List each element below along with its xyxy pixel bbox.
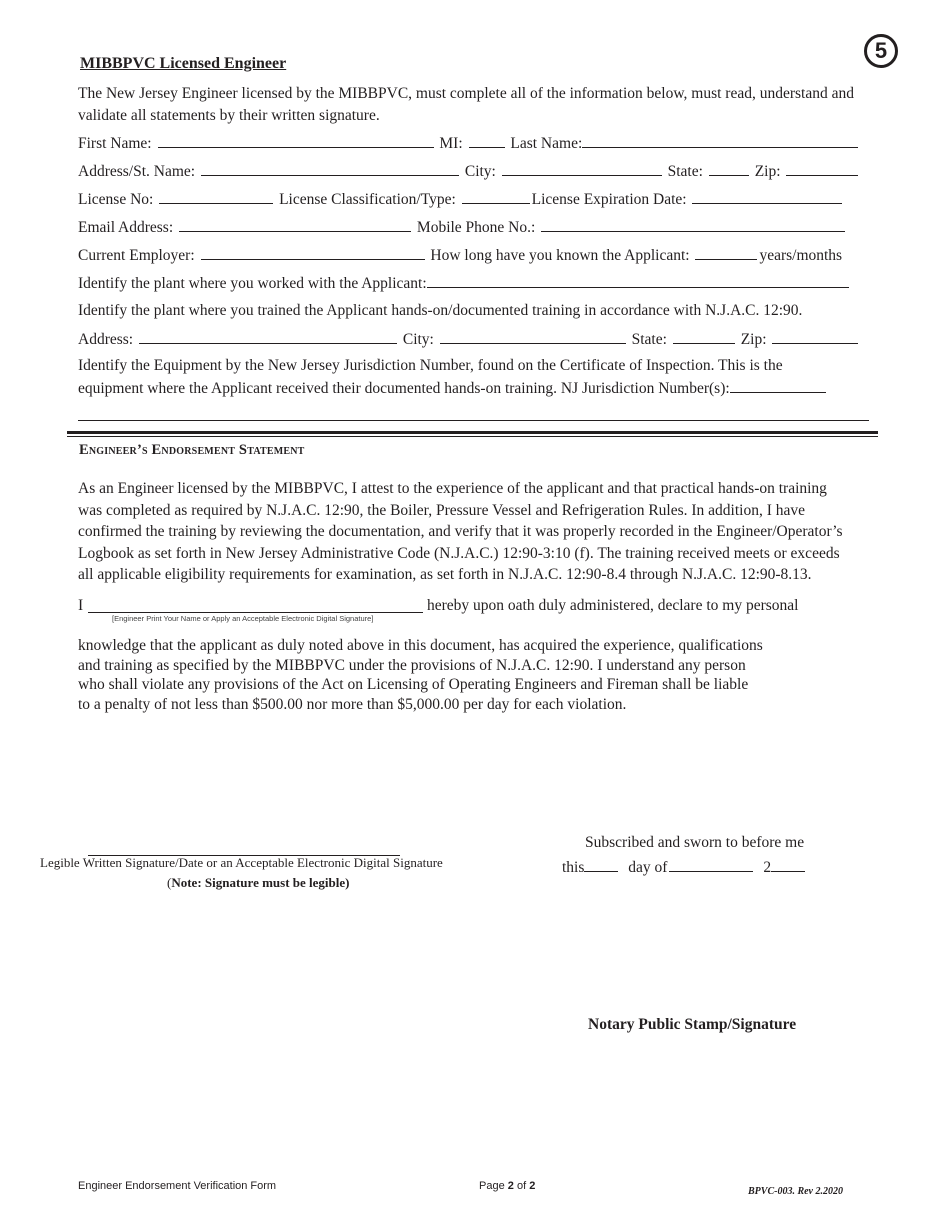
row-plant-address <box>78 329 860 350</box>
row-contact <box>78 217 847 238</box>
footer-form-name: Engineer Endorsement Verification Form <box>78 1180 277 1192</box>
mi-field[interactable] <box>469 133 505 148</box>
plant-city-label: City: <box>402 331 434 348</box>
knowledge-line: to a penalty of not less than $500.00 nor more than $5,000.00 per day for each violation. <box>78 696 627 714</box>
row-address <box>78 161 860 182</box>
jurisdiction-number-field[interactable] <box>730 378 826 393</box>
how-long-label: How long have you known the Applicant: <box>430 247 690 264</box>
signature-note-paren: ( <box>167 875 172 890</box>
license-no-label: License No: <box>78 191 154 208</box>
equipment-line-2: equipment where the Applicant received their documented hands-on training. NJ Jurisdiction Number(s): <box>78 380 730 397</box>
endorsement-line: As an Engineer licensed by the MIBBPVC, I attest to the experience of the applicant and that practical hands-on training <box>78 480 827 497</box>
how-long-field[interactable] <box>695 245 757 260</box>
plant-zip-field[interactable] <box>772 329 858 344</box>
blank-entry-line[interactable] <box>78 420 869 421</box>
employer-field[interactable] <box>201 245 425 260</box>
plant-address-label: Address: <box>78 331 134 348</box>
license-class-field[interactable] <box>462 189 530 204</box>
license-exp-field[interactable] <box>692 189 842 204</box>
signature-note-text: Note: Signature must be legible) <box>171 875 350 890</box>
plant-zip-label: Zip: <box>740 331 767 348</box>
plant-worked-label: Identify the plant where you worked with the Applicant: <box>78 275 427 292</box>
year-field[interactable] <box>771 857 805 872</box>
page-current: 2 <box>507 1180 514 1192</box>
row-employer <box>78 245 842 266</box>
form-title: MIBBPVC Licensed Engineer <box>80 55 287 72</box>
sworn-text: Subscribed and sworn to before me <box>585 834 805 851</box>
first-name-label: First Name: <box>78 135 152 152</box>
row-plant-worked <box>78 273 851 294</box>
plant-state-field[interactable] <box>673 329 735 344</box>
section-divider-thin <box>67 436 878 437</box>
page-of: of <box>516 1180 527 1192</box>
city-label: City: <box>464 163 496 180</box>
section-divider <box>67 431 878 434</box>
oath-suffix: hereby upon oath duly administered, declare to my personal <box>427 597 799 614</box>
equipment-line-1: Identify the Equipment by the New Jersey Jurisdiction Number, found on the Certificate of Inspection. This is the <box>78 357 783 374</box>
signature-note <box>167 875 349 891</box>
mobile-label: Mobile Phone No.: <box>416 219 536 236</box>
license-exp-label: License Expiration Date: <box>531 191 687 208</box>
knowledge-line: knowledge that the applicant as duly noted above in this document, has acquired the experience, qualifications <box>78 637 763 654</box>
employer-label: Current Employer: <box>78 247 195 264</box>
plant-address-field[interactable] <box>139 329 397 344</box>
state-label: State: <box>667 163 703 180</box>
endorsement-line: confirmed the training by reviewing the documentation, and verify that it was properly recorded in the Engineer/Operator’s <box>78 523 843 540</box>
intro-paragraph: The New Jersey Engineer licensed by the MIBBPVC, must complete all of the information below, must read, understand and validate all statements by their written signature. <box>78 85 854 124</box>
years-months-label: years/months <box>759 247 843 264</box>
address-street-label: Address/St. Name: <box>78 163 196 180</box>
email-field[interactable] <box>179 217 411 232</box>
knowledge-line: who shall violate any provisions of the Act on Licensing of Operating Engineers and Fireman shall be liable <box>78 676 749 694</box>
plant-worked-field[interactable] <box>427 273 849 288</box>
engineer-name-caption: [Engineer Print Your Name or Apply an Acceptable Electronic Digital Signature] <box>112 614 374 623</box>
footer-revision: BPVC-003. Rev 2.2020 <box>748 1186 843 1197</box>
city-field[interactable] <box>502 161 662 176</box>
plant-city-field[interactable] <box>440 329 626 344</box>
plant-trained-label: Identify the plant where you trained the Applicant hands-on/documented training in accordance with N.J.A.C. 12:90. <box>78 302 803 319</box>
knowledge-line: and training as specified by the MIBBPVC under the provisions of N.J.A.C. 12:90. I understand any person <box>78 656 746 674</box>
license-no-field[interactable] <box>159 189 273 204</box>
footer-page <box>479 1180 535 1192</box>
zip-field[interactable] <box>786 161 858 176</box>
endorsement-line: Logbook as set forth in New Jersey Administrative Code (N.J.A.C.) 12:90-3:10 (f). The training received meets or exceeds <box>78 544 840 562</box>
row-license <box>78 189 844 210</box>
row-equipment <box>78 378 828 399</box>
last-name-label: Last Name: <box>510 135 583 152</box>
email-label: Email Address: <box>78 219 174 236</box>
page-total: 2 <box>529 1180 536 1192</box>
state-field[interactable] <box>709 161 749 176</box>
notary-date-row <box>562 857 805 878</box>
signature-label: Legible Written Signature/Date or an Acceptable Electronic Digital Signature <box>40 855 443 870</box>
knowledge-paragraph <box>78 636 763 715</box>
row-name <box>78 133 860 154</box>
mi-label: MI: <box>439 135 463 152</box>
year-prefix: 2 <box>763 859 772 876</box>
endorsement-paragraph <box>78 478 843 586</box>
address-street-field[interactable] <box>201 161 459 176</box>
endorsement-line: was completed as required by N.J.A.C. 12:90, the Boiler, Pressure Vessel and Refrigeration Rules. In addition, I have <box>78 501 806 519</box>
mobile-field[interactable] <box>541 217 845 232</box>
notary-stamp-label: Notary Public Stamp/Signature <box>588 1016 797 1033</box>
page-number-badge: 5 <box>864 34 898 68</box>
day-of-label: day of <box>628 859 668 876</box>
endorsement-heading: Engineer’s Endorsement Statement <box>79 442 305 458</box>
oath-prefix: I <box>78 597 84 614</box>
page-label: Page <box>479 1180 505 1192</box>
engineer-name-field[interactable] <box>88 612 423 613</box>
this-label: this <box>562 859 585 876</box>
first-name-field[interactable] <box>158 133 434 148</box>
endorsement-line: all applicable eligibility requirements for examination, as set forth in N.J.A.C. 12:90-8.4 through N.J.A.C. 12:90-8.13. <box>78 566 812 583</box>
zip-label: Zip: <box>754 163 781 180</box>
license-class-label: License Classification/Type: <box>279 191 456 208</box>
day-field[interactable] <box>584 857 618 872</box>
plant-state-label: State: <box>631 331 667 348</box>
last-name-field[interactable] <box>582 133 858 148</box>
month-field[interactable] <box>669 857 753 872</box>
